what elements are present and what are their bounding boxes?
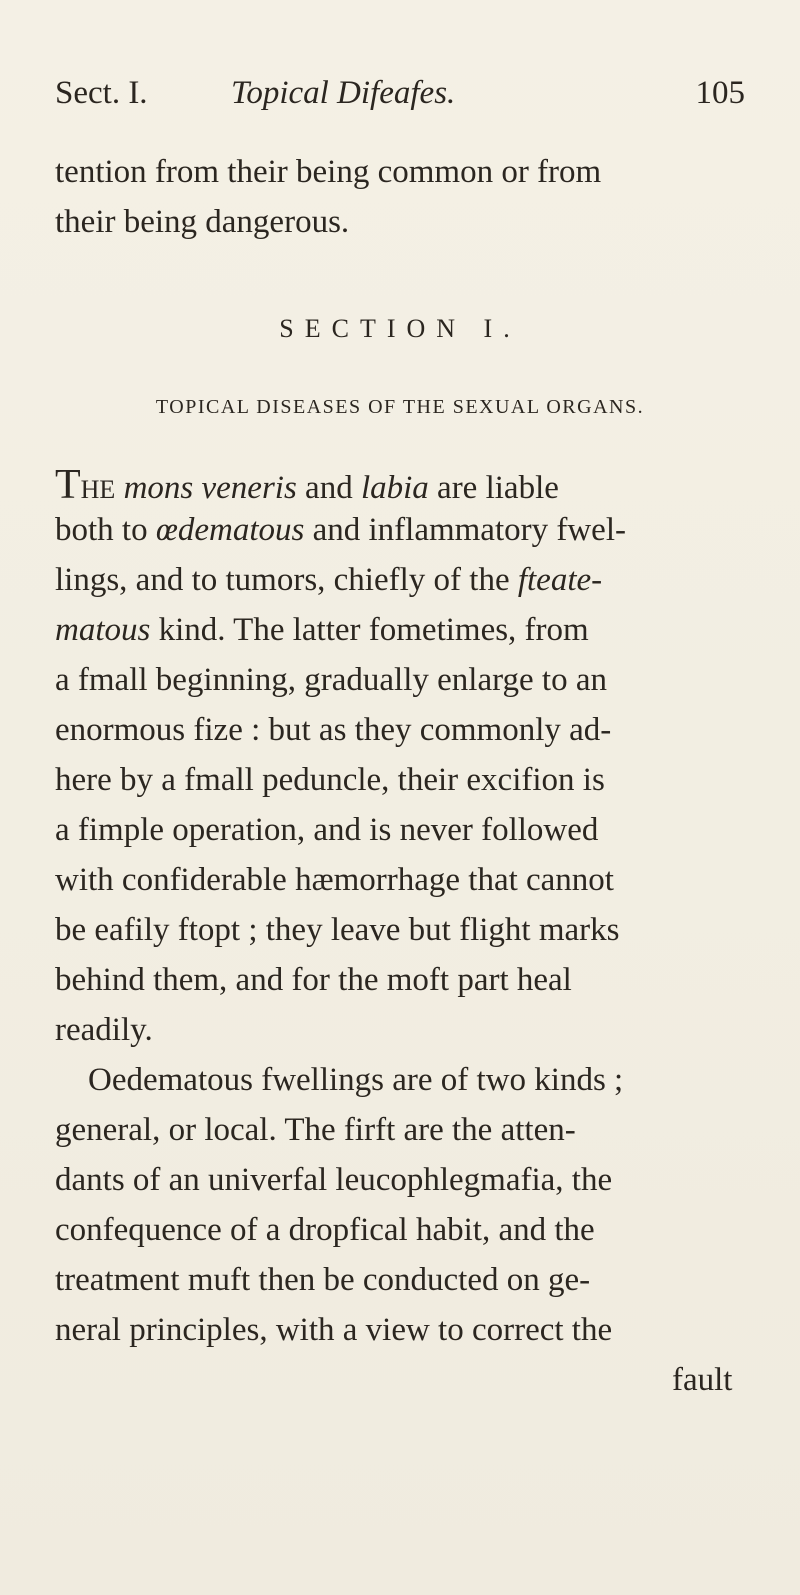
header-section-label: Sect. I. [55,75,148,111]
drop-cap: T [55,462,81,508]
section-heading: SECTION I. [279,314,521,343]
text-span: and inflammatory fwel- [312,512,626,548]
text-line: be eafily ftopt ; they leave but flight marks [55,912,620,948]
italic-term: fteate- [517,562,603,598]
sub-heading: TOPICAL DISEASES OF THE SEXUAL ORGANS. [155,396,645,418]
text-line: enormous fize : but as they commonly ad- [55,712,612,748]
text-line: tention from their being common or from [55,154,602,190]
text-line: readily. [55,1012,153,1048]
header-title: Topical Difeafes. [231,75,456,111]
text-span: both to [55,512,148,548]
first-word-rest: HE [80,475,116,504]
text-span: are liable [437,470,559,506]
text-line: general, or local. The firft are the atten- [55,1112,576,1148]
text-line: their being dangerous. [55,204,350,240]
italic-term: mons veneris [123,470,297,506]
running-header [55,75,745,125]
text-line: with confiderable hæmorrhage that cannot [55,862,614,898]
text-line: here by a fmall peduncle, their excifion is [55,762,605,798]
text-line [55,614,589,647]
text-line: a fmall beginning, gradually enlarge to an [55,662,607,698]
text-line [55,514,626,547]
page-number: 105 [695,75,745,111]
text-line: Oedematous fwellings are of two kinds ; [88,1062,624,1098]
catchword: fault [672,1362,733,1398]
text-span: and [305,470,353,506]
text-span: lings, and to tumors, chiefly of the [55,562,510,598]
text-span: kind. The latter fometimes, from [158,612,589,648]
text-line [55,464,559,506]
text-line: dants of an univerfal leucophlegmafia, the [55,1162,613,1198]
italic-term: labia [360,470,429,506]
italic-term: matous [55,612,151,648]
text-line [55,564,602,597]
text-line: a fimple operation, and is never followed [55,812,599,848]
text-line: behind them, and for the moft part heal [55,962,572,998]
text-line: neral principles, with a view to correct the [55,1312,613,1348]
text-line: confequence of a dropfical habit, and the [55,1212,595,1248]
text-line: treatment muft then be conducted on ge- [55,1262,591,1298]
italic-term: œdematous [155,512,305,548]
